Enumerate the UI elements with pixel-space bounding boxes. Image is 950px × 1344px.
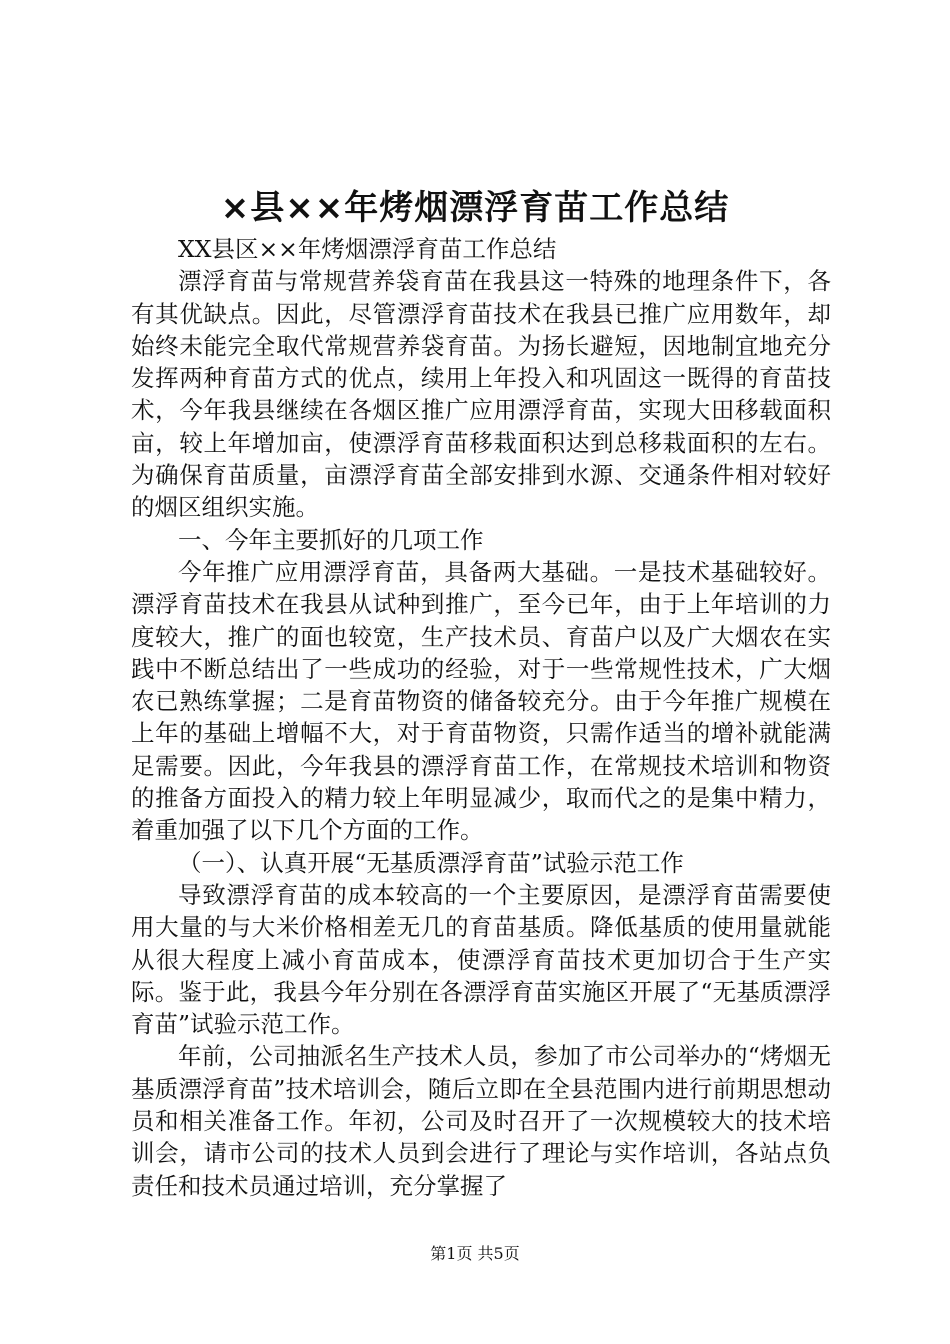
paragraph: 今年推广应用漂浮育苗，具备两大基础。一是技术基础较好。漂浮育苗技术在我县从试种到推广，至今已年，由于上年培训的力度较大，推广的面也较宽，生产技术员、育苗户以及广大烟农在实践中不断总结出了一些成功的经验，对于一些常规性技术，广大烟农已熟练掌握；二是育苗物资的储备较充分。由于今年推广规模在上年的基础上增幅不大，对于育苗物资，只需作适当的增补就能满足需要。因此，今年我县的漂浮育苗工作，在常规技术培训和物资的推备方面投入的精力较上年明显减少，取而代之的是集中精力，着重加强了以下几个方面的工作。 — [131, 557, 831, 845]
section-heading: 一、今年主要抓好的几项工作 — [178, 525, 484, 554]
paragraph: 年前，公司抽派名生产技术人员，参加了市公司举办的“烤烟无基质漂浮育苗”技术培训会，随后立即在全县范围内进行前期思想动员和相关准备工作。年初，公司及时召开了一次规模较大的技术培训会，请市公司的技术人员到会进行了理论与实作培训，各站点负责任和技术员通过培训，充分掌握了 — [131, 1042, 831, 1200]
paragraph-subtitle: XX县区××年烤烟漂浮育苗工作总结 — [178, 235, 557, 263]
subsection-heading: （一）、认真开展“无基质漂浮育苗”试验示范工作 — [178, 848, 684, 877]
paragraph: 导致漂浮育苗的成本较高的一个主要原因，是漂浮育苗需要使用大量的与大米价格相差无几的育苗基质。降低基质的使用量就能从很大程度上减小育苗成本，使漂浮育苗技术更加切合于生产实际。鉴于此，我县今年分别在各漂浮育苗实施区开展了“无基质漂浮育苗”试验示范工作。 — [131, 880, 831, 1039]
page-footer: 第1页 共5页 — [430, 1244, 520, 1263]
document-body — [131, 233, 831, 1202]
document-title: ×县××年烤烟漂浮育苗工作总结 — [220, 188, 730, 228]
paragraph: 漂浮育苗与常规营养袋育苗在我县这一特殊的地理条件下，各有其优缺点。因此，尽管漂浮育苗技术在我县已推广应用数年，却始终未能完全取代常规营养袋育苗。为扬长避短，因地制宜地充分发挥两种育苗方式的优点，续用上年投入和巩固这一既得的育苗技术，今年我县继续在各烟区推广应用漂浮育苗，实现大田移载面积亩，较上年增加亩，使漂浮育苗移栽面积达到总移栽面积的左右。为确保育苗质量，亩漂浮育苗全部安排到水源、交通条件相对较好的烟区组织实施。 — [131, 267, 831, 522]
